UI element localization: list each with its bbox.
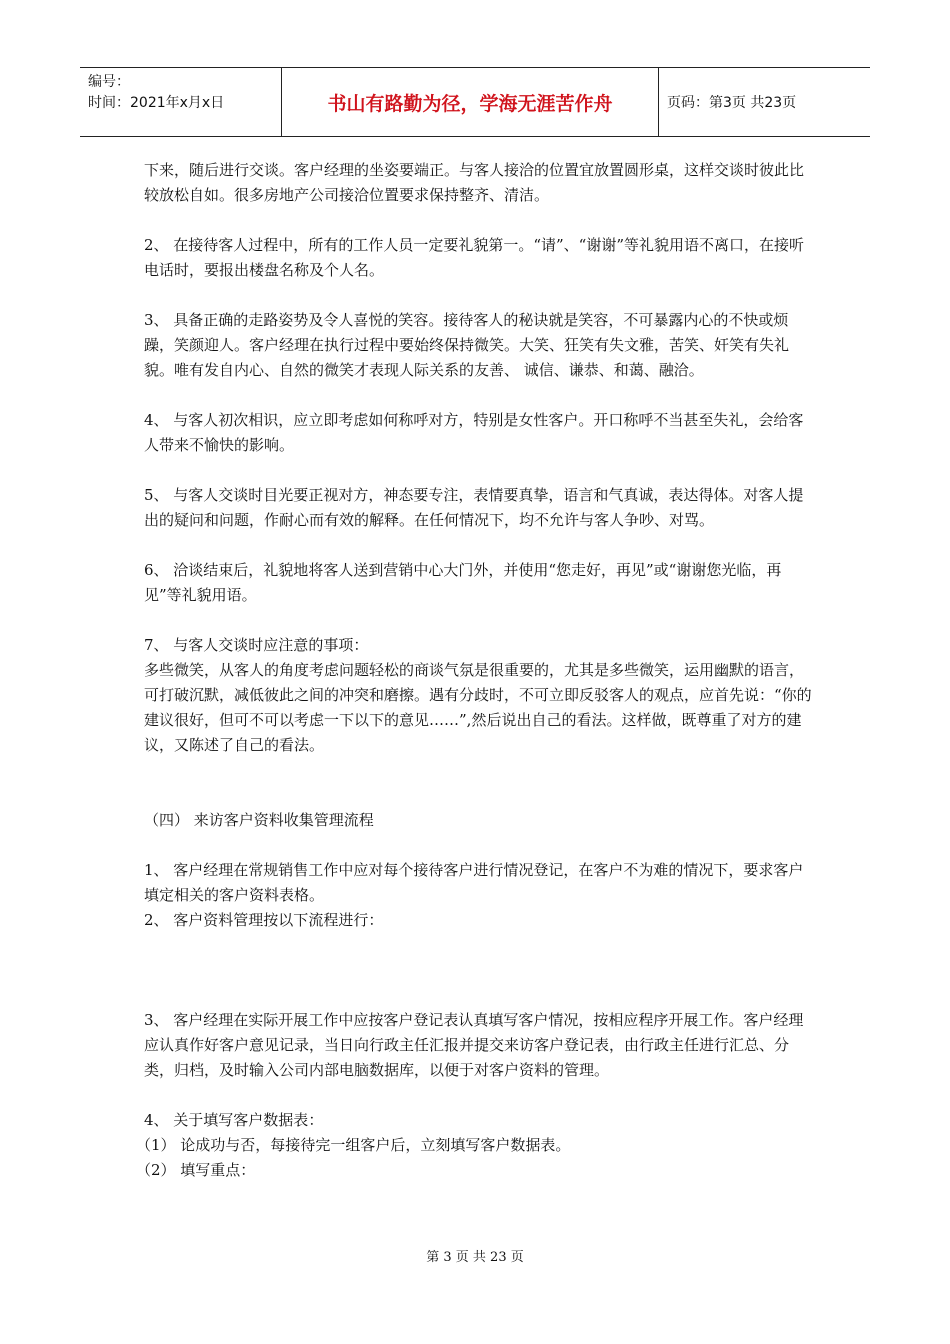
list-item: （2） 填写重点：: [136, 1161, 256, 1179]
paragraph: 4、 与客人初次相识，应立即考虑如何称呼对方，特别是女性客户。开口称呼不当甚至失礼，会给客人带来不愉快的影响。: [144, 411, 804, 454]
section-heading: （四） 来访客户资料收集管理流程: [144, 811, 374, 829]
paragraph: 1、 客户经理在常规销售工作中应对每个接待客户进行情况登记，在客户不为难的情况下，要求客户填定相关的客户资料表格。: [144, 861, 804, 904]
paragraph: 4、 关于填写客户数据表：: [144, 1111, 324, 1129]
paragraph: 2、 在接待客人过程中，所有的工作人员一定要礼貌第一。“请”、“谢谢”等礼貌用语不离口，在接听电话时，要报出楼盘名称及个人名。: [144, 236, 804, 279]
paragraph: 3、 具备正确的走路姿势及令人喜悦的笑容。接待客人的秘诀就是笑容，不可暴露内心的不快或烦躁，笑颜迎人。客户经理在执行过程中要始终保持微笑。大笑、狂笑有失文雅，苦笑、奸笑有失礼貌。唯有发自内心、自然的微笑才表现人际关系的友善、 诚信、谦恭、和蔼、融洽。: [144, 311, 790, 379]
paragraph: 7、 与客人交谈时应注意的事项：: [144, 636, 369, 654]
document-body: [136, 158, 812, 1183]
paragraph: 5、 与客人交谈时目光要正视对方，神态要专注，表情要真挚，语言和气真诚，表达得体。对客人提出的疑问和问题，作耐心而有效的解释。在任何情况下，均不允许与客人争吵、对骂。: [144, 486, 804, 529]
header-page-number: 页码：第3页 共23页: [667, 95, 797, 111]
page-footer: 第 3 页 共 23 页: [426, 1250, 524, 1265]
document-number-label: 编号：: [88, 74, 130, 90]
header-meta: [80, 68, 282, 136]
list-item: （1） 论成功与否，每接待完一组客户后，立刻填写客户数据表。: [136, 1136, 571, 1154]
page-header: [80, 67, 870, 137]
document-date: 时间：2021年x月x日: [88, 95, 225, 111]
paragraph: 6、 洽谈结束后，礼貌地将客人送到营销中心大门外，并使用“您走好，再见”或“谢谢您光临，再见”等礼貌用语。: [144, 561, 782, 604]
paragraph: 2、 客户资料管理按以下流程进行：: [144, 911, 384, 929]
paragraph: 下来，随后进行交谈。客户经理的坐姿要端正。与客人接洽的位置宜放置圆形桌，这样交谈时彼此比较放松自如。很多房地产公司接洽位置要求保持整齐、清洁。: [144, 161, 805, 204]
header-motto: 书山有路勤为径，学海无涯苦作舟: [282, 68, 659, 136]
paragraph: 多些微笑，从客人的角度考虑问题轻松的商谈气氛是很重要的，尤其是多些微笑，运用幽默的语言，可打破沉默，减低彼此之间的冲突和磨擦。遇有分歧时，不可立即反驳客人的观点，应首先说：“你的建议很好，但可不可以考虑一下以下的意见……”,然后说出自己的看法。这样做，既尊重了对方的建议，又陈述了自己的看法。: [144, 661, 812, 754]
paragraph: 3、 客户经理在实际开展工作中应按客户登记表认真填写客户情况，按相应程序开展工作。客户经理应认真作好客户意见记录，当日向行政主任汇报并提交来访客户登记表，由行政主任进行汇总、分类，归档，及时输入公司内部电脑数据库，以便于对客户资料的管理。: [144, 1011, 804, 1079]
